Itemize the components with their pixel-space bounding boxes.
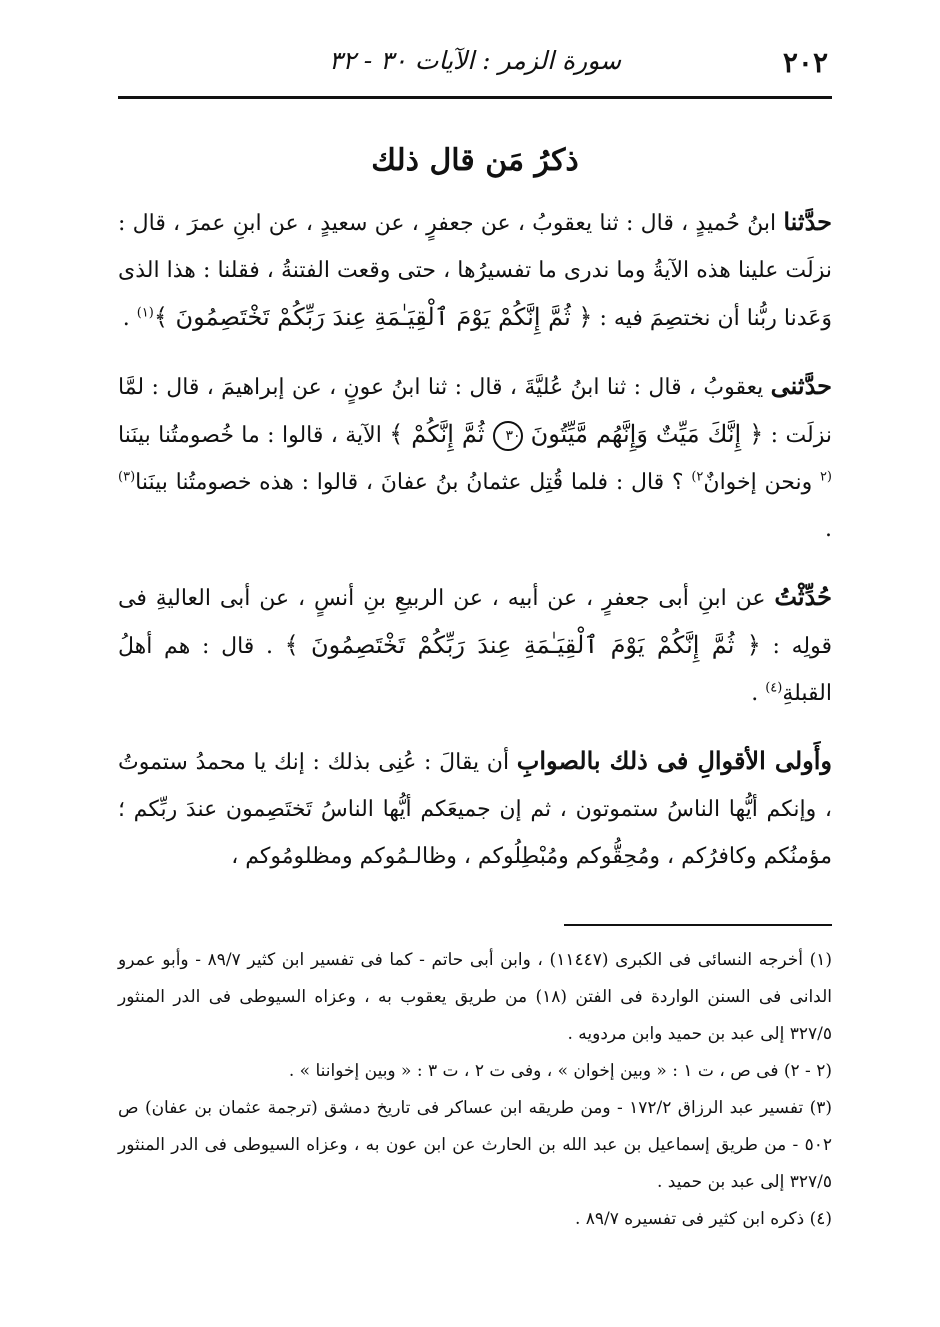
- section-title: ذكرُ مَن قال ذلك: [371, 143, 579, 178]
- footnote-1: (١) أخرجه النسائى فى الكبرى (١١٤٤٧) ، وابن أبى حاتم - كما فى تفسير ابن كثير ٨٩/٧ - وأبو عمرو الدانى فى السنن الواردة فى الفتن (١٨) من طريق يعقوب به ، وعزاه السيوطى فى الدر المنثور ٣٢٧/٥ إلى عبد بن حميد وابن مردويه .: [118, 950, 833, 1044]
- footnote-4: (٤) ذكره ابن كثير فى تفسيره ٨٩/٧ .: [574, 1209, 832, 1229]
- paragraph-lead: حدَّثنى: [770, 371, 832, 400]
- quran-verse-continued: ثُمَّ إِنَّكُمْ ﴾: [389, 420, 493, 448]
- footnote-ref[interactable]: (١): [136, 305, 154, 321]
- paragraph-text: أن يقالَ : عُنِى بذلك : إنك يا محمدُ ستموتُ ، وإنكم أيُّها الناسُ ستموتون ، ثم إن جميعَكم أيُّها الناسُ تَختَصِمون عندَ ربِّكم ؛ مؤمنُكم وكافرُكم ، ومُحِقُّوكم ومُبْطِلُوكم ، وظالـمُوكم ومظلومُوكم ،: [118, 750, 832, 869]
- paragraph-lead: حُدِّثْتُ: [774, 582, 832, 611]
- footnote-3: (٣) تفسير عبد الرزاق ١٧٢/٢ - ومن طريقه ابن عساكر فى تاريخ دمشق (ترجمة عثمان بن عفان) ص ٥٠٢ - من طريق إسماعيل بن عبد الله بن الحارث عن ابن عون به ، وعزاه السيوطى فى الدر المنثور ٣٢٧/٥ إلى عبد بن حميد .: [118, 1098, 832, 1192]
- page-number: ٢٠٢: [782, 46, 828, 79]
- paragraph-text: الآية ، قالوا : ما خُصومتُنا بينَنا: [118, 423, 390, 448]
- paragraph-4: [118, 737, 832, 880]
- paragraph-text: ؟ قال : فلما قُتِل عثمانُ بنُ عفانَ ، قالوا : هذه خصومتُنا بينَنا: [135, 470, 692, 495]
- paragraph-tail: .: [825, 517, 832, 542]
- paragraph-text: عن ابنِ أبى جعفرٍ ، عن أبيه ، عن الربيعِ بنِ أنسٍ ، عن أبى العاليةِ فى قولِه :: [118, 586, 832, 659]
- footnote-separator: [564, 924, 832, 926]
- ayah-number-marker: ٣٠: [493, 421, 523, 451]
- paragraph-text: ونحن إخوانٌ: [703, 470, 820, 495]
- quran-verse: ﴿ ثُمَّ إِنَّكُمْ يَوْمَ ٱلْقِيَـٰمَةِ عِندَ رَبِّكُمْ تَخْتَصِمُونَ ﴾: [153, 303, 593, 331]
- paragraph-lead: وأَولى الأقوالِ فى ذلك بالصوابِ: [516, 746, 833, 775]
- footnote-ref[interactable]: (٣): [118, 469, 136, 485]
- footnote-ref-open[interactable]: (٢: [819, 469, 832, 485]
- footnotes: [118, 942, 832, 1238]
- running-title: سورة الزمر : الآيات ٣٠ - ٣٢: [328, 46, 622, 75]
- paragraph-tail: .: [122, 306, 137, 331]
- paragraph-tail: .: [751, 681, 766, 706]
- paragraph-1: [118, 198, 832, 342]
- footnote-ref-close[interactable]: ٢): [691, 469, 704, 485]
- paragraph-text: يعقوبُ ، قال : ثنا ابنُ عُليَّةَ ، قال : ثنا ابنُ عونٍ ، عن إبراهيمَ ، قال : لمَّا نزلَت :: [118, 375, 833, 448]
- page-header: [118, 40, 832, 96]
- quran-verse: ﴿ ثُمَّ إِنَّكُمْ يَوْمَ ٱلْقِيَـٰمَةِ عِندَ رَبِّكُمْ تَخْتَصِمُونَ ﴾: [284, 631, 761, 659]
- paragraph-2: [118, 362, 832, 553]
- paragraph-text: . قال : هم أهلُ القبلةِ: [118, 634, 832, 706]
- paragraph-text: ابنُ حُميدٍ ، قال : ثنا يعقوبُ ، عن جعفرٍ ، عن سعيدٍ ، عن ابنِ عمرَ ، قال : نزلَت علينا هذه الآيةُ وما ندرى ما تفسيرُها ، حتى وقعت الفتنةُ ، فقلنا : هذا الذى وَعَدنا ربُّنا أن نختصِمَ فيه :: [118, 211, 832, 331]
- quran-verse: ﴿ إِنَّكَ مَيِّتٌ وَإِنَّهُم مَّيِّتُونَ: [522, 420, 764, 448]
- footnote-2: (٢ - ٢) فى ص ، ت ١ : « وبين إخوان » ، وفى ت ٢ ، ت ٣ : « وبين إخواننا » .: [288, 1061, 832, 1081]
- header-rule: [118, 96, 832, 99]
- footnote-ref[interactable]: (٤): [765, 680, 783, 696]
- paragraph-lead: حدَّثنا: [783, 207, 832, 236]
- paragraph-3: [118, 573, 832, 717]
